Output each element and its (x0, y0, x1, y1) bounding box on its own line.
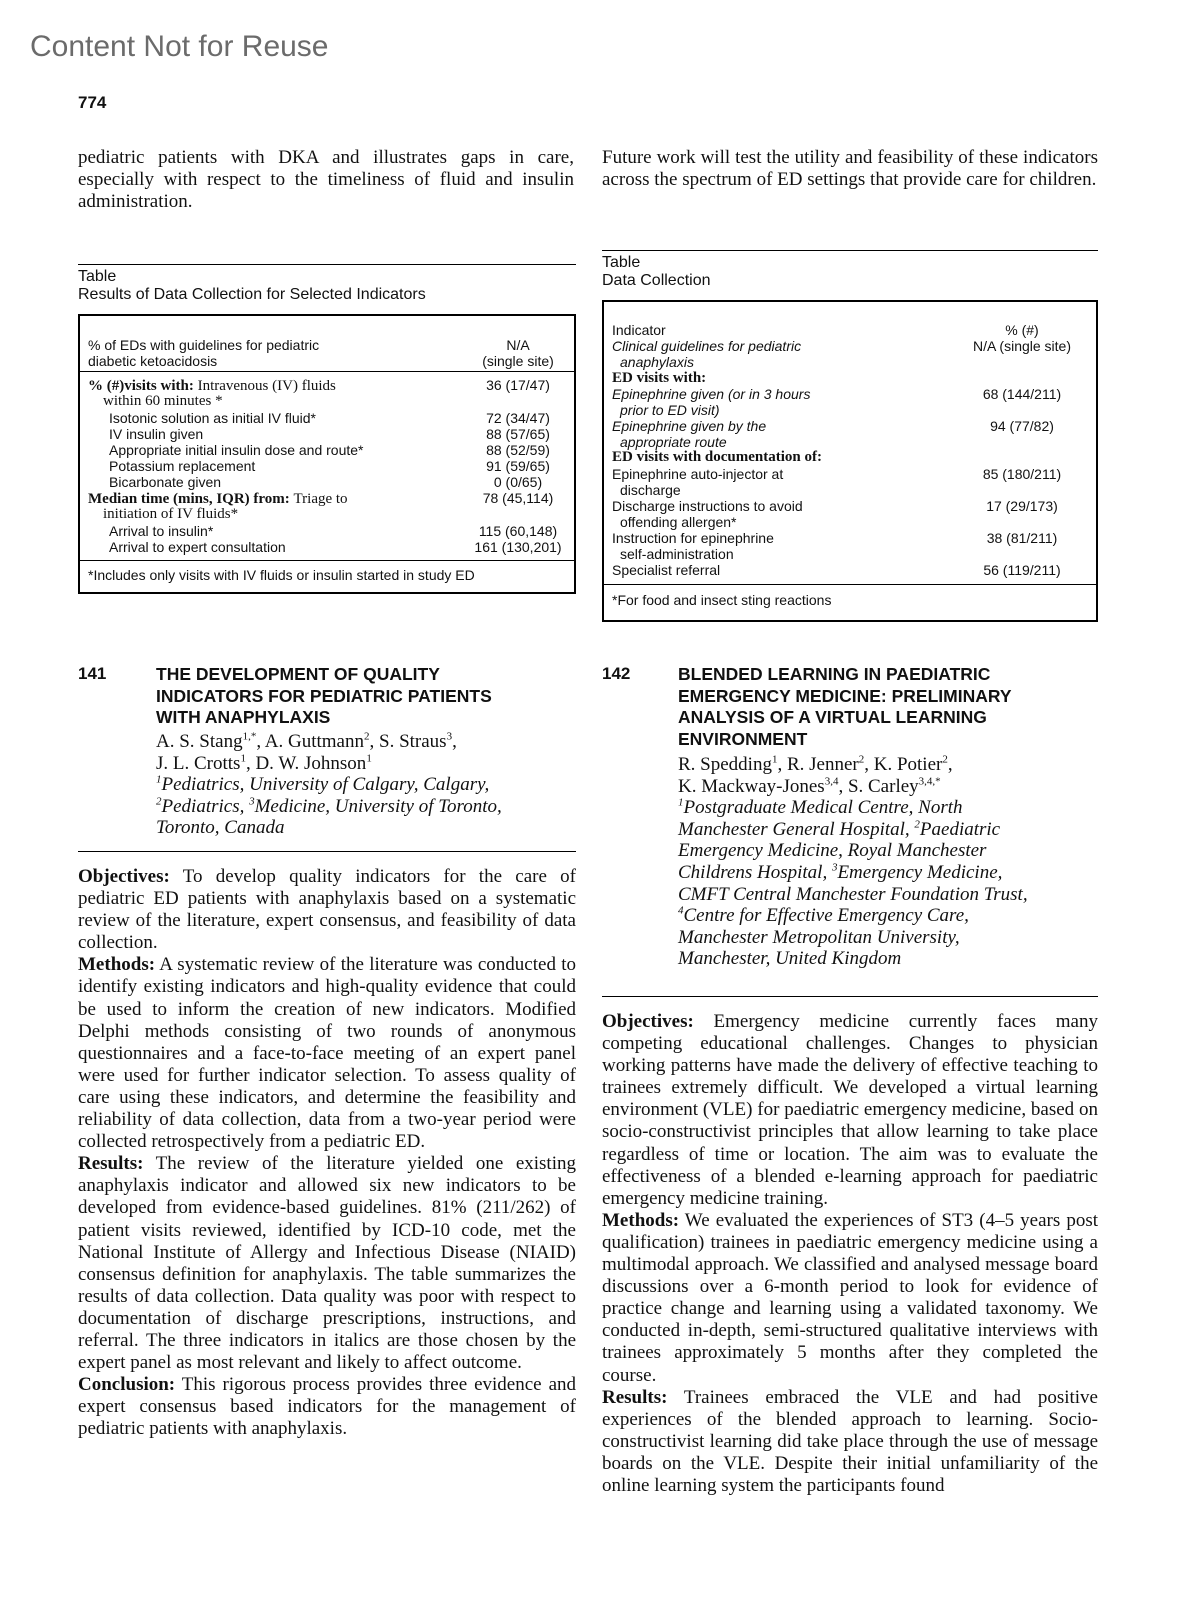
table2-caption: Data Collection (602, 272, 711, 289)
table1-header-label: % of EDs with guidelines for pediatric (88, 337, 320, 353)
abstract-142-objectives: Objectives: Emergency medicine currently faces many competing educational challenges. Changes to physician working patterns have made the delivery of effective teaching to trainees extremely difficult. We developed a virtual learning environment (VLE) for paediatric emergency medicine, based on socio-constructivist principles that allow learning to take place regardless of time or location. The aim was to evaluate the effectiveness of a blended e-learning approach for paediatric emergency medicine training. (602, 1011, 1098, 1209)
table1-row-label: Arrival to expert consultation (109, 539, 286, 555)
watermark: Content Not for Reuse (30, 30, 329, 63)
abstract-142-number: 142 (602, 664, 631, 683)
table1-top-rule (78, 264, 576, 265)
table2-row-label: Clinical guidelines for pediatric (612, 338, 802, 354)
table2-row-value: N/A (single site) (972, 338, 1072, 354)
abstract-141-body (78, 866, 576, 1440)
table1-row-value: 88 (57/65) (486, 426, 550, 442)
table2-row-label: Discharge instructions to avoid (612, 498, 803, 514)
intro-left-paragraph: pediatric patients with DKA and illustrates gaps in care, especially with respect to the timeliness of fluid and insulin administration. (78, 147, 574, 213)
abstract-141-conclusion: Conclusion: This rigorous process provides three evidence and expert consensus based indicators for the management of pediatric patients with anaphylaxis. (78, 1374, 576, 1440)
table1-row-value: 161 (130,201) (474, 539, 562, 555)
table2-row-label: offending allergen* (620, 514, 737, 530)
intro-right-paragraph: Future work will test the utility and feasibility of these indicators across the spectrum of ED settings that provide care for children. (602, 147, 1098, 191)
table2-row-label: Specialist referral (612, 562, 721, 578)
abstract-141-methods: Methods: A systematic review of the literature was conducted to identify existing indicators and high-quality evidence that could be used to inform the creation of new indicators. Modified Delphi methods consisting of two rounds of anonymous questionnaires and a face-to-face meeting of an expert panel were used for further indicator selection. To assess quality of care using these indicators, and determine the feasibility and reliability of data collection, data from a two-year period were collected retrospectively from a pediatric ED. (78, 954, 576, 1153)
abstract-141-title: THE DEVELOPMENT OF QUALITY INDICATORS FOR PEDIATRIC PATIENTS WITH ANAPHYLAXIS (156, 664, 492, 727)
table2-row-value: 85 (180/211) (982, 466, 1062, 482)
table1-box (78, 314, 576, 594)
abstract-141-objectives: Objectives: To develop quality indicators for the care of pediatric ED patients with anaphylaxis based on a systematic review of the literature, expert consensus, and feasibility of data collection. (78, 866, 576, 954)
abstract-142-results: Results: Trainees embraced the VLE and had positive experiences of the blended approach to learning. Socio-constructivist learning did take place through the use of message boards on the VLE. Despite their initial unfamiliarity of the online learning system the participants found (602, 1386, 1098, 1496)
table2-section-heading: ED visits with: (612, 370, 707, 386)
table1-row-value: 36 (17/47) (486, 377, 550, 393)
table2-row-value: 56 (119/211) (983, 562, 1061, 578)
abstract-141-rule (78, 851, 576, 852)
abstract-142-body (602, 1011, 1098, 1497)
table2-row-value: 17 (29/173) (986, 498, 1058, 514)
table2-row-label: appropriate route (620, 434, 727, 450)
abstract-142-authors: R. Spedding$^1$, R. Jenner$^2$, K. Potier$^2$, K. Mackway-Jones$^{3,4}$, S. Carley$^{3,4,*}$ $^1$Postgraduate Medical Centre, North Manchester General Hospital, $^2$Paediatric Emergency Medicine, Royal Manchester Childrens Hospital, $^3$Emergency Medicine, CMFT Central Manchester Foundation Trust, $^4$Centre for Effective Emergency Care, Manchester Metropolitan University, Manchester, United Kingdom (678, 753, 1028, 970)
abstract-141-number: 141 (78, 664, 107, 683)
table1-row-label: within 60 minutes * (103, 393, 223, 409)
table1-row-value: 78 (45,114) (482, 490, 554, 506)
table2-col-pct: % (#) (1005, 322, 1039, 338)
table1-row-label: Potassium replacement (109, 458, 256, 474)
abstract-141-affiliations: $^1$Pediatrics, University of Calgary, Calgary, (156, 773, 490, 796)
table2-section-heading: ED visits with documentation of: (612, 449, 823, 465)
abstract-142-methods: Methods: We evaluated the experiences of ST3 (4–5 years post qualification) trainees in paediatric emergency medicine using a multimodal approach. We classified and analysed message board discussions over a 6-month period to look for evidence of practice change and learning using a validated taxonomy. We conducted in-depth, semi-structured qualitative interviews with trainees approximately 5 months after they completed the course. (602, 1209, 1098, 1386)
abstract-141-results: Results: The review of the literature yielded one existing anaphylaxis indicator and allowed six new indicators to be developed from evidence-based guidelines. 81% (211/262) of patient visits reviewed, identified by ICD-10 code, met the National Institute of Allergy and Infectious Disease (NIAID) consensus definition for anaphylaxis. The table summarizes the results of data collection. Data quality was poor with respect to documentation of discharge prescriptions, instructions, and referral. The three indicators in italics are those chosen by the expert panel as most relevant and likely to affect outcome. (78, 1153, 576, 1374)
abstract-142-title: BLENDED LEARNING IN PAEDIATRIC EMERGENCY MEDICINE: PRELIMINARY ANALYSIS OF A VIRTUAL LEARNING ENVIRONMENT (678, 664, 1012, 749)
table1-row-value: 91 (59/65) (486, 458, 550, 474)
table2-row-label: self-administration (620, 546, 734, 562)
table2-row-value: 38 (81/211) (986, 530, 1058, 546)
table1-header-value: N/A (506, 337, 530, 353)
table2-box (602, 300, 1098, 622)
table2-row-label: Epinephrine given by the (612, 418, 767, 434)
table2-footer-divider (604, 584, 1096, 585)
table1-row-label: IV insulin given (109, 426, 204, 442)
table1-row-label: Median time (mins, IQR) from: Triage to (88, 491, 348, 507)
table2-top-rule (602, 250, 1098, 251)
table1-row-label: Appropriate initial insulin dose and route* (109, 442, 364, 458)
table1-header-divider (80, 371, 574, 372)
table1-header-label-cont: diabetic ketoacidosis (88, 353, 218, 369)
table2-row-label: prior to ED visit) (620, 402, 720, 418)
table2-row-label: Epinephrine auto-injector at (612, 466, 784, 482)
table2-row-label: Instruction for epinephrine (612, 530, 774, 546)
table2-row-value: 68 (144/211) (982, 386, 1062, 402)
table2-row-label: anaphylaxis (620, 354, 694, 370)
table1-row-label: Bicarbonate given (109, 474, 222, 490)
table2-row-value: 94 (77/82) (990, 418, 1054, 434)
table1-row-value: 88 (52/59) (486, 442, 550, 458)
table1-header-value-cont: (single site) (482, 353, 554, 369)
table1-row-label: Isotonic solution as initial IV fluid* (109, 410, 316, 426)
table2-col-indicator: Indicator (612, 322, 666, 338)
page-number: 774 (78, 93, 107, 112)
abstract-141-authors: A. S. Stang$^{1,*}$, A. Guttmann$^2$, S. Straus$^3$, J. L. Crotts$^1$, D. W. Johnson$^1$ $^1$Pediatrics, University of Calgary, Calgary, $^2$Pediatrics, $^3$Medicine, University of Toronto, Toronto, Canada (156, 730, 502, 839)
table1-footnote: *Includes only visits with IV fluids or insulin started in study ED (88, 567, 475, 583)
table2-row-label: Epinephrine given (or in 3 hours (612, 386, 811, 402)
abstract-142-affiliations: $^1$Postgraduate Medical Centre, North (678, 796, 963, 819)
table1-caption: Results of Data Collection for Selected Indicators (78, 286, 426, 303)
table1-row-label: % (#)visits with: Intravenous (IV) fluids (88, 378, 336, 394)
table1-footer-divider (80, 560, 574, 561)
table1-row-value: 0 (0/65) (493, 474, 543, 490)
table2-footnote: *For food and insect sting reactions (612, 592, 832, 608)
table1-label: Table (78, 268, 117, 285)
table1-row-label: Arrival to insulin* (109, 523, 214, 539)
table1-row-value: 72 (34/47) (486, 410, 550, 426)
abstract-142-rule (602, 996, 1098, 997)
table2-row-label: discharge (620, 482, 681, 498)
table1-row-label: initiation of IV fluids* (103, 506, 239, 522)
table1-row-value: 115 (60,148) (478, 523, 558, 539)
table2-label: Table (602, 254, 641, 271)
